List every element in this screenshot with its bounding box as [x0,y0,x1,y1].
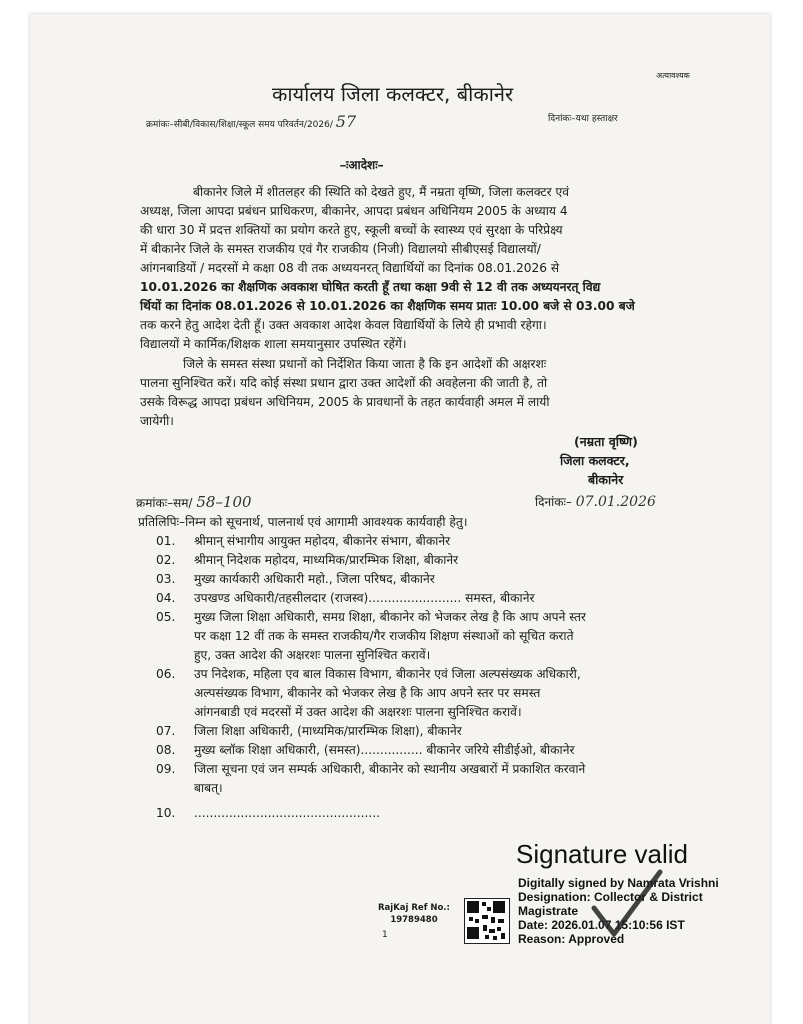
copy-ref-label: क्रमांकः–सम/ [136,496,193,510]
order-paragraph-2 [140,355,550,431]
para2-line-2: पालना सुनिश्चित करें। यदि कोई संस्था प्रधान द्वारा उक्त आदेशों की अवहेलना की जाती है, तो [140,376,548,390]
copy-date [535,493,656,510]
list-item: 09. जिला सूचना एवं जन सम्पर्क अधिकारी, बीकानेर को स्थानीय अखबारों में प्रकाशित करवाने बाबत्। [156,762,586,795]
copy-intro: प्रतिलिपिः–निम्न को सूचनार्थ, पालनार्थ एवं आगामी आवश्यक कार्यवाही हेतु। [138,515,468,529]
para1-line-6: 10.01.2026 का शैक्षणिक अवकाश घोषित करती हूँ तथा कक्षा 9वी से 12 वी तक अध्ययनरत् विद्य [140,280,601,294]
copy-ref-handwritten: 58–100 [196,493,252,511]
page-number: 1 [382,930,388,940]
signature-date: Date: 2026.01.07 15:10:56 IST [518,918,685,932]
para1-line-3: की धारा 30 में प्रदत्त शक्तियों का प्रयोग करते हुए, स्कूली बच्चों के स्वास्थ्य एवं सुरक्षा के परिप्रेक्ष्य [140,223,563,237]
signatory-name: (नम्रता वृष्णि) [574,434,638,449]
para2-line-4: जायेगी। [140,414,174,428]
list-item: 04. उपखण्ड अधिकारी/तहसीलदार (राजस्व)........................ समस्त, बीकानेर [156,591,535,605]
para2-line-3: उसके विरूद्ध आपदा प्रबंधन अधिनियम, 2005 के प्रावधानों के तहत कार्यवाही अमल में लायी [140,395,550,409]
copy-reference [136,493,252,511]
reference-number [146,112,356,131]
para1-line-1: बीकानेर जिले में शीतलहर की स्थिति को देखते हुए, मैं नम्रता वृष्णि, जिला कलक्टर एवं [193,185,570,199]
rajkaj-number: 19789480 [390,915,438,925]
copy-date-handwritten: 07.01.2026 [575,494,656,510]
list-item: 07. जिला शिक्षा अधिकारी, (माध्यमिक/प्रारम्भिक शिक्षा), बीकानेर [156,724,462,738]
list-item: 01. श्रीमान् संभागीय आयुक्त महोदय, बीकानेर संभाग, बीकानेर [156,534,451,548]
para1-line-4: में बीकानेर जिले के समस्त राजकीय एवं गैर राजकीय (निजी) विद्यालयो सीबीएसई विद्यालयों/ [140,242,541,256]
signature-reason: Reason: Approved [518,932,625,946]
urgency-label: अत्यावश्यक [656,71,690,80]
qr-code [464,898,510,944]
para1-line-2: अध्यक्ष, जिला आपदा प्रबंधन प्राधिकरण, बीकानेर, आपदा प्रबंधन अधिनियम 2005 के अध्याय 4 [140,204,568,218]
signer-designation: Designation: Collector & District [518,890,703,904]
copy-date-label: दिनांकः– [535,495,572,509]
list-item: 08. मुख्य ब्लॉक शिक्षा अधिकारी, (समस्त)................ बीकानेर जरिये सीडीईओ, बीकानेर [156,743,575,757]
para2-line-1: जिले के समस्त संस्था प्रधानों को निर्देशित किया जाता है कि इन आदेशों की अक्षरशः [183,357,547,371]
list-item: 02. श्रीमान् निदेशक महोदय, माध्यमिक/प्रारम्भिक शिक्षा, बीकानेर [156,553,459,567]
signed-by: Digitally signed by Namrata Vrishni [518,876,719,890]
rajkaj-reference [378,902,450,926]
signature-status: Signature valid [516,839,688,869]
signer-designation-cont: Magistrate [518,904,579,918]
list-item: 10. ................................................ [156,806,380,820]
para1-line-9: विद्यालयों मे कार्मिक/शिक्षक शाला समयानुसार उपस्थित रहेंगें। [140,337,407,351]
list-item: 06. उप निदेशक, महिला एव बाल विकास विभाग, बीकानेर एवं जिला अल्पसंख्यक अधिकारी, अल्पसंख्यक विभाग, बीकानेर को भेजकर लेख है कि आप अपने स्तर पर समस्त आंगनबाडी एवं मदरसों में उक्त आदेश की अक्षरशः पालना सुनिश्चित करावें। [156,667,581,719]
list-item: 03. मुख्य कार्यकारी अधिकारी महो., जिला परिषद, बीकानेर [156,572,435,586]
signatory-place: बीकानेर [588,472,624,487]
recipient-list [156,532,586,823]
para1-line-7: र्थियों का दिनांक 08.01.2026 से 10.01.2026 का शैक्षणिक समय प्रातः 10.00 बजे से 03.00 बजे [140,299,635,313]
office-title: कार्यालय जिला कलक्टर, बीकानेर [272,82,514,106]
list-item: 05. मुख्य जिला शिक्षा अधिकारी, समग्र शिक्षा, बीकानेर को भेजकर लेख है कि आप अपने स्तर पर कक्षा 12 वीं तक के समस्त राजकीय/गैर राजकीय शिक्षण संस्थाओं को सूचित कराते हुए, उक्त आदेश की अक्षरशः पालना सुनिश्चित करावें। [156,610,586,662]
para1-line-5: आंगनबाडियों / मदरसों मे कक्षा 08 वी तक अध्ययनरत् विद्यार्थियों का दिनांक 08.01.2026 से [140,261,560,275]
reference-handwritten: 57 [335,112,357,131]
signatory-block [560,432,638,489]
signatory-designation: जिला कलक्टर, [560,453,630,468]
rajkaj-label: RajKaj Ref No.: [378,903,450,913]
reference-number-text: क्रमांकः–सीबी/विकास/शिक्षा/स्कूल समय परिवर्तन/2026/ [146,120,333,130]
para1-line-8: तक करने हेतु आदेश देती हूँ। उक्त अवकाश आदेश केवल विद्यार्थियों के लिये ही प्रभावी रहेगा। [140,318,547,332]
check-mark-icon [588,868,668,948]
letter-date: दिनांकः–यथा हस्ताक्षर [548,114,618,124]
order-heading: –ःआदेशः– [340,158,384,172]
order-paragraph-1 [140,183,635,354]
